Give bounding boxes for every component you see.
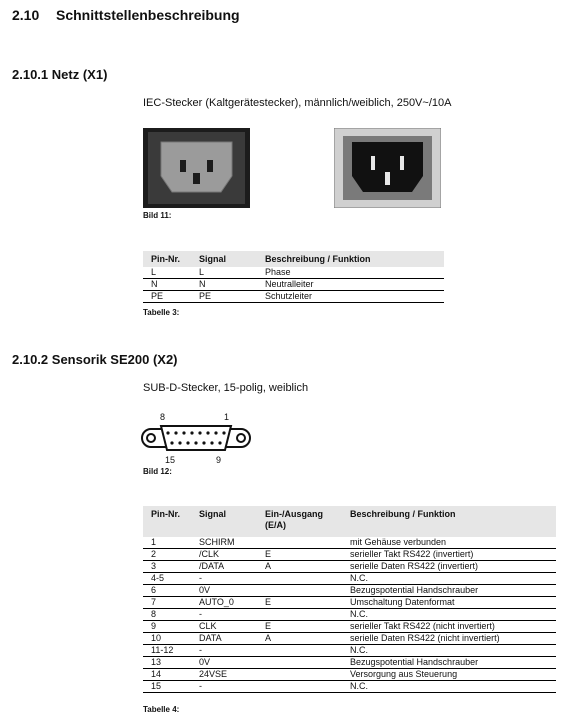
iec-male-connector-image: [143, 128, 250, 208]
table-cell: 0V: [199, 657, 211, 667]
table-cell: E: [265, 621, 272, 631]
table-row: [143, 537, 556, 549]
table-cell: Versorgung aus Steuerung: [350, 669, 458, 679]
table-row: [143, 681, 556, 693]
table-cell: /CLK: [199, 549, 220, 559]
table-cell: N: [151, 279, 158, 289]
table-header: Ein-/Ausgang (E/A): [257, 506, 342, 537]
table-header: Signal: [191, 251, 257, 267]
table-row: [143, 621, 556, 633]
table-cell: -: [199, 573, 202, 583]
table-row: [143, 645, 556, 657]
section-title: Schnittstellenbeschreibung: [56, 7, 240, 23]
table-cell: [257, 645, 342, 657]
table-cell: N.C.: [350, 645, 368, 655]
table-cell: CLK: [199, 621, 217, 631]
table-row: [143, 669, 556, 681]
table-cell: [257, 537, 342, 549]
table-cell: 1: [151, 537, 157, 547]
pin-label-8: 8: [160, 412, 166, 422]
table-row: [143, 573, 556, 585]
table-cell: N.C.: [350, 609, 368, 619]
netz-heading: [12, 67, 107, 82]
table-cell: PE: [151, 291, 164, 301]
table-cell: DATA: [199, 633, 222, 643]
section-number: 2.10: [12, 7, 40, 23]
table-header: Signal: [191, 506, 257, 537]
table-cell: A: [265, 633, 272, 643]
table-row: [143, 549, 556, 561]
table-cell: 2: [151, 549, 157, 559]
table-cell: Umschaltung Datenformat: [350, 597, 455, 607]
table-cell: serielle Daten RS422 (nicht invertiert): [350, 633, 500, 643]
table-cell: 3: [151, 561, 157, 571]
figure-caption-11: Bild 11:: [143, 211, 172, 220]
pin-label-9: 9: [216, 455, 222, 465]
table-caption-4: Tabelle 4:: [143, 705, 180, 714]
table-row: [143, 609, 556, 621]
table-cell: PE: [199, 291, 212, 301]
table-header: Beschreibung / Funktion: [342, 506, 556, 537]
table-cell: 8: [151, 609, 157, 619]
table-cell: serieller Takt RS422 (nicht invertiert): [350, 621, 495, 631]
table-cell: 24VSE: [199, 669, 228, 679]
table-cell: mit Gehäuse verbunden: [350, 537, 447, 547]
table-row: [143, 657, 556, 669]
table-cell: AUTO_0: [199, 597, 234, 607]
figure-caption-12: Bild 12:: [143, 467, 172, 476]
table-cell: N: [199, 279, 206, 289]
pin-label-15: 15: [165, 455, 176, 465]
table-cell: [257, 657, 342, 669]
table-row: [143, 267, 444, 279]
table-cell: serieller Takt RS422 (invertiert): [350, 549, 474, 559]
table-row: [143, 633, 556, 645]
table-cell: Phase: [265, 267, 291, 277]
table-cell: [257, 681, 342, 693]
netz-pin-table: [143, 251, 444, 303]
table-header: Pin-Nr.: [143, 251, 191, 267]
table-cell: 14: [151, 669, 162, 679]
table-cell: L: [199, 267, 205, 277]
table-cell: 15: [151, 681, 162, 691]
table-cell: 7: [151, 597, 157, 607]
table-cell: Bezugspotential Handschrauber: [350, 657, 479, 667]
sensorik-number: 2.10.2: [12, 352, 49, 367]
table-row: [143, 279, 444, 291]
table-row: [143, 585, 556, 597]
table-cell: 13: [151, 657, 162, 667]
netz-number: 2.10.1: [12, 67, 49, 82]
netz-title: Netz (X1): [51, 67, 108, 82]
table-caption-3: Tabelle 3:: [143, 308, 180, 317]
table-cell: SCHIRM: [199, 537, 235, 547]
table-header: Beschreibung / Funktion: [257, 251, 444, 267]
section-heading: [12, 7, 240, 23]
table-cell: A: [265, 561, 272, 571]
sensorik-title: Sensorik SE200 (X2): [51, 352, 178, 367]
table-cell: [257, 609, 342, 621]
table-cell: Bezugspotential Handschrauber: [350, 585, 479, 595]
table-cell: E: [265, 549, 272, 559]
table-cell: -: [199, 609, 202, 619]
table-cell: 9: [151, 621, 157, 631]
table-cell: [257, 585, 342, 597]
table-cell: [257, 669, 342, 681]
table-cell: /DATA: [199, 561, 225, 571]
pin-label-1: 1: [224, 412, 230, 422]
table-header-row: [143, 506, 556, 537]
table-cell: 4-5: [151, 573, 165, 583]
sensorik-heading: [12, 352, 178, 367]
table-cell: E: [265, 597, 272, 607]
table-cell: 10: [151, 633, 162, 643]
table-cell: -: [199, 681, 202, 691]
table-cell: Neutralleiter: [265, 279, 314, 289]
table-row: [143, 597, 556, 609]
table-cell: -: [199, 645, 202, 655]
table-header: Pin-Nr.: [143, 506, 191, 537]
table-row: [143, 291, 444, 303]
subd-connector-image: [141, 423, 251, 453]
iec-female-connector-image: [334, 128, 441, 208]
sensorik-pin-table: [143, 506, 556, 693]
table-cell: 11-12: [151, 645, 174, 655]
table-cell: N.C.: [350, 681, 368, 691]
table-cell: 6: [151, 585, 157, 595]
table-cell: Schutzleiter: [265, 291, 313, 301]
table-cell: L: [151, 267, 157, 277]
table-cell: N.C.: [350, 573, 368, 583]
table-cell: 0V: [199, 585, 211, 595]
table-cell: serielle Daten RS422 (invertiert): [350, 561, 479, 571]
table-cell: [257, 573, 342, 585]
table-row: [143, 561, 556, 573]
sensorik-description: SUB-D-Stecker, 15-polig, weiblich: [143, 382, 309, 394]
netz-description: IEC-Stecker (Kaltgerätestecker), männlich/weiblich, 250V~/10A: [143, 97, 452, 109]
table-header-row: [143, 251, 444, 267]
